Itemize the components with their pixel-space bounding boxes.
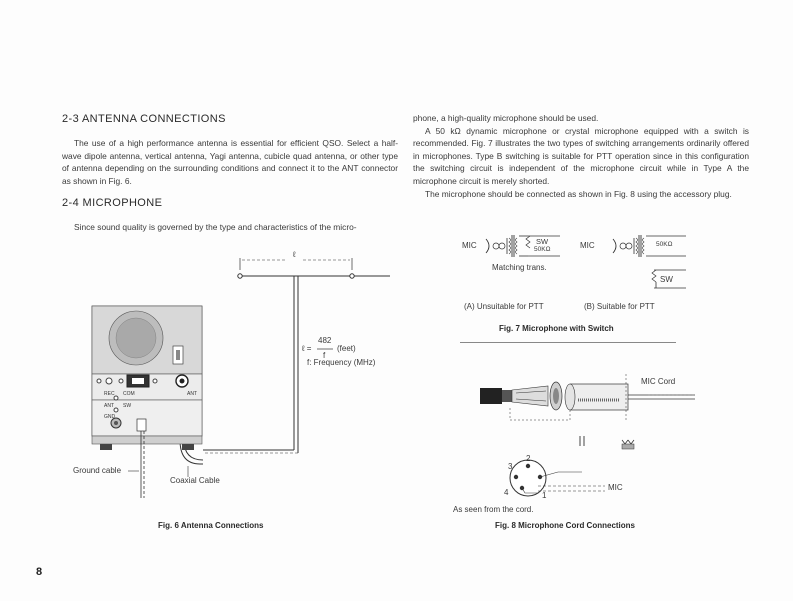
dipole-insulator-left [238,274,242,278]
microphone-p1: phone, a high-quality microphone should be used. [413,113,599,123]
panel-label-rec: REC [104,391,115,397]
section-2-3-text: The use of a high performance antenna is essential for efficient QSO. Select a half-wave dipole antenna, vertical antenna, Yagi antenna, cubicle quad antenna, or other type of antenna depending on the surrounding conditions and connect it to the ANT connector as shown in Fig. 6. [62,138,398,186]
figure-8-caption: Fig. 8 Microphone Cord Connections [495,521,635,530]
trans-b-primary [636,238,638,254]
page-number: 8 [36,566,43,578]
accessory-socket-slot [132,378,144,384]
transceiver-base [92,436,202,444]
formula-denominator: f [323,351,326,360]
panel-label-ant-connector: ANT [187,391,197,397]
ground-cable-label: Ground cable [73,466,122,475]
switch-a-symbol [526,236,530,248]
plug-shell [570,384,628,410]
mic-b-diaphragm [613,239,616,253]
mic-a-coil-1 [493,243,499,249]
figure-divider [460,342,676,343]
mic-cord-label: MIC Cord [641,377,676,386]
figure-7-microphone-switch [450,226,690,336]
switch-b-symbol [652,270,656,282]
jack-3 [119,379,123,383]
figure-6-antenna-connections [60,240,405,540]
figure-7-caption: Fig. 7 Microphone with Switch [499,324,614,333]
mic-b-label: MIC [580,241,595,250]
sw-a-label: SW [536,237,549,246]
type-a-label: (A) Unsuitable for PTT [464,302,544,311]
figure-6-caption: Fig. 6 Antenna Connections [158,521,264,530]
ground-lug [137,419,146,431]
section-2-4-paragraph [62,221,398,234]
foot-left [100,444,112,450]
terminal-com [114,408,118,412]
pin-1-label: 1 [542,491,547,500]
panel-label-ant: ANT [104,403,114,409]
clamp-base [622,444,634,449]
section-2-4-text: Since sound quality is governed by the type and characteristics of the micro- [74,222,357,232]
ohm-a-label: 50KΩ [534,246,551,253]
trans-a-primary [509,238,511,254]
length-label: ℓ [293,250,296,259]
speaker-grille-inner [116,318,156,358]
figure-7-drawing [450,226,690,336]
mic-a-label: MIC [462,241,477,250]
section-2-4-heading: 2-4 MICROPHONE [62,197,163,209]
pin-3 [514,475,518,479]
mic-a-diaphragm [486,239,489,253]
jack-4 [153,379,157,383]
formula-lhs: ℓ = [302,344,312,353]
matching-trans-label: Matching trans. [492,263,547,272]
coaxial-cable-label: Coaxial Cable [170,476,220,485]
seen-from-cord-label: As seen from the cord. [453,505,534,514]
clamp-part [622,440,634,444]
panel-label-com: COM [123,391,135,397]
plug-shell-end [565,384,575,410]
type-b-label: (B) Suitable for PTT [584,302,655,311]
section-2-3-heading: 2-3 ANTENNA CONNECTIONS [62,113,226,125]
trans-a-secondary [516,238,518,254]
plug-body [480,388,502,404]
plug-ring [502,390,512,402]
figure-6-drawing [60,240,405,540]
panel-label-sw: SW [123,403,132,409]
jack-2 [106,378,112,384]
formula-unit: (feet) [337,344,356,353]
jack-1 [97,379,101,383]
formula-numerator: 482 [318,336,332,345]
microphone-paragraphs [413,112,749,200]
ant-connector-pin [180,379,185,384]
pin-3-label: 3 [508,462,513,471]
plug-nut-inner [553,388,559,404]
dipole-insulator-right [350,274,354,278]
panel-label-gnd: GND [104,414,116,420]
section-2-3-paragraph [62,137,398,187]
mic-wire-label: MIC [608,483,623,492]
mic-b-coil-1 [620,243,626,249]
formula-frequency: f: Frequency (MHz) [307,358,376,367]
foot-right [182,444,194,450]
gnd-terminal-screw [114,421,118,425]
plug-pins [512,386,548,406]
trans-b-secondary [643,238,645,254]
microphone-p2: A 50 kΩ dynamic microphone or crystal microphone equipped with a switch is recommended. Fig. 7 illustrates the two types of switching arrangements ordinarily offered in microphones. Type B switching is suitable for PTT operation since in this configuration the switching circuit is independent of the microphone circuit while in Type A the microphone circuit is merely shorted. [413,125,749,186]
ohm-b-label: 50KΩ [656,241,673,248]
mic-a-coil-2 [499,243,505,249]
sw-b-label: SW [660,275,673,284]
microphone-p3: The microphone should be connected as shown in Fig. 8 using the accessory plug. [425,188,732,199]
mic-b-coil-2 [626,243,632,249]
contact-part [580,436,584,446]
fuse [176,350,180,360]
pin-2 [526,464,530,468]
pin-4-label: 4 [504,488,509,497]
pin-2-label: 2 [526,454,531,463]
figure-8-microphone-cord [453,360,700,520]
